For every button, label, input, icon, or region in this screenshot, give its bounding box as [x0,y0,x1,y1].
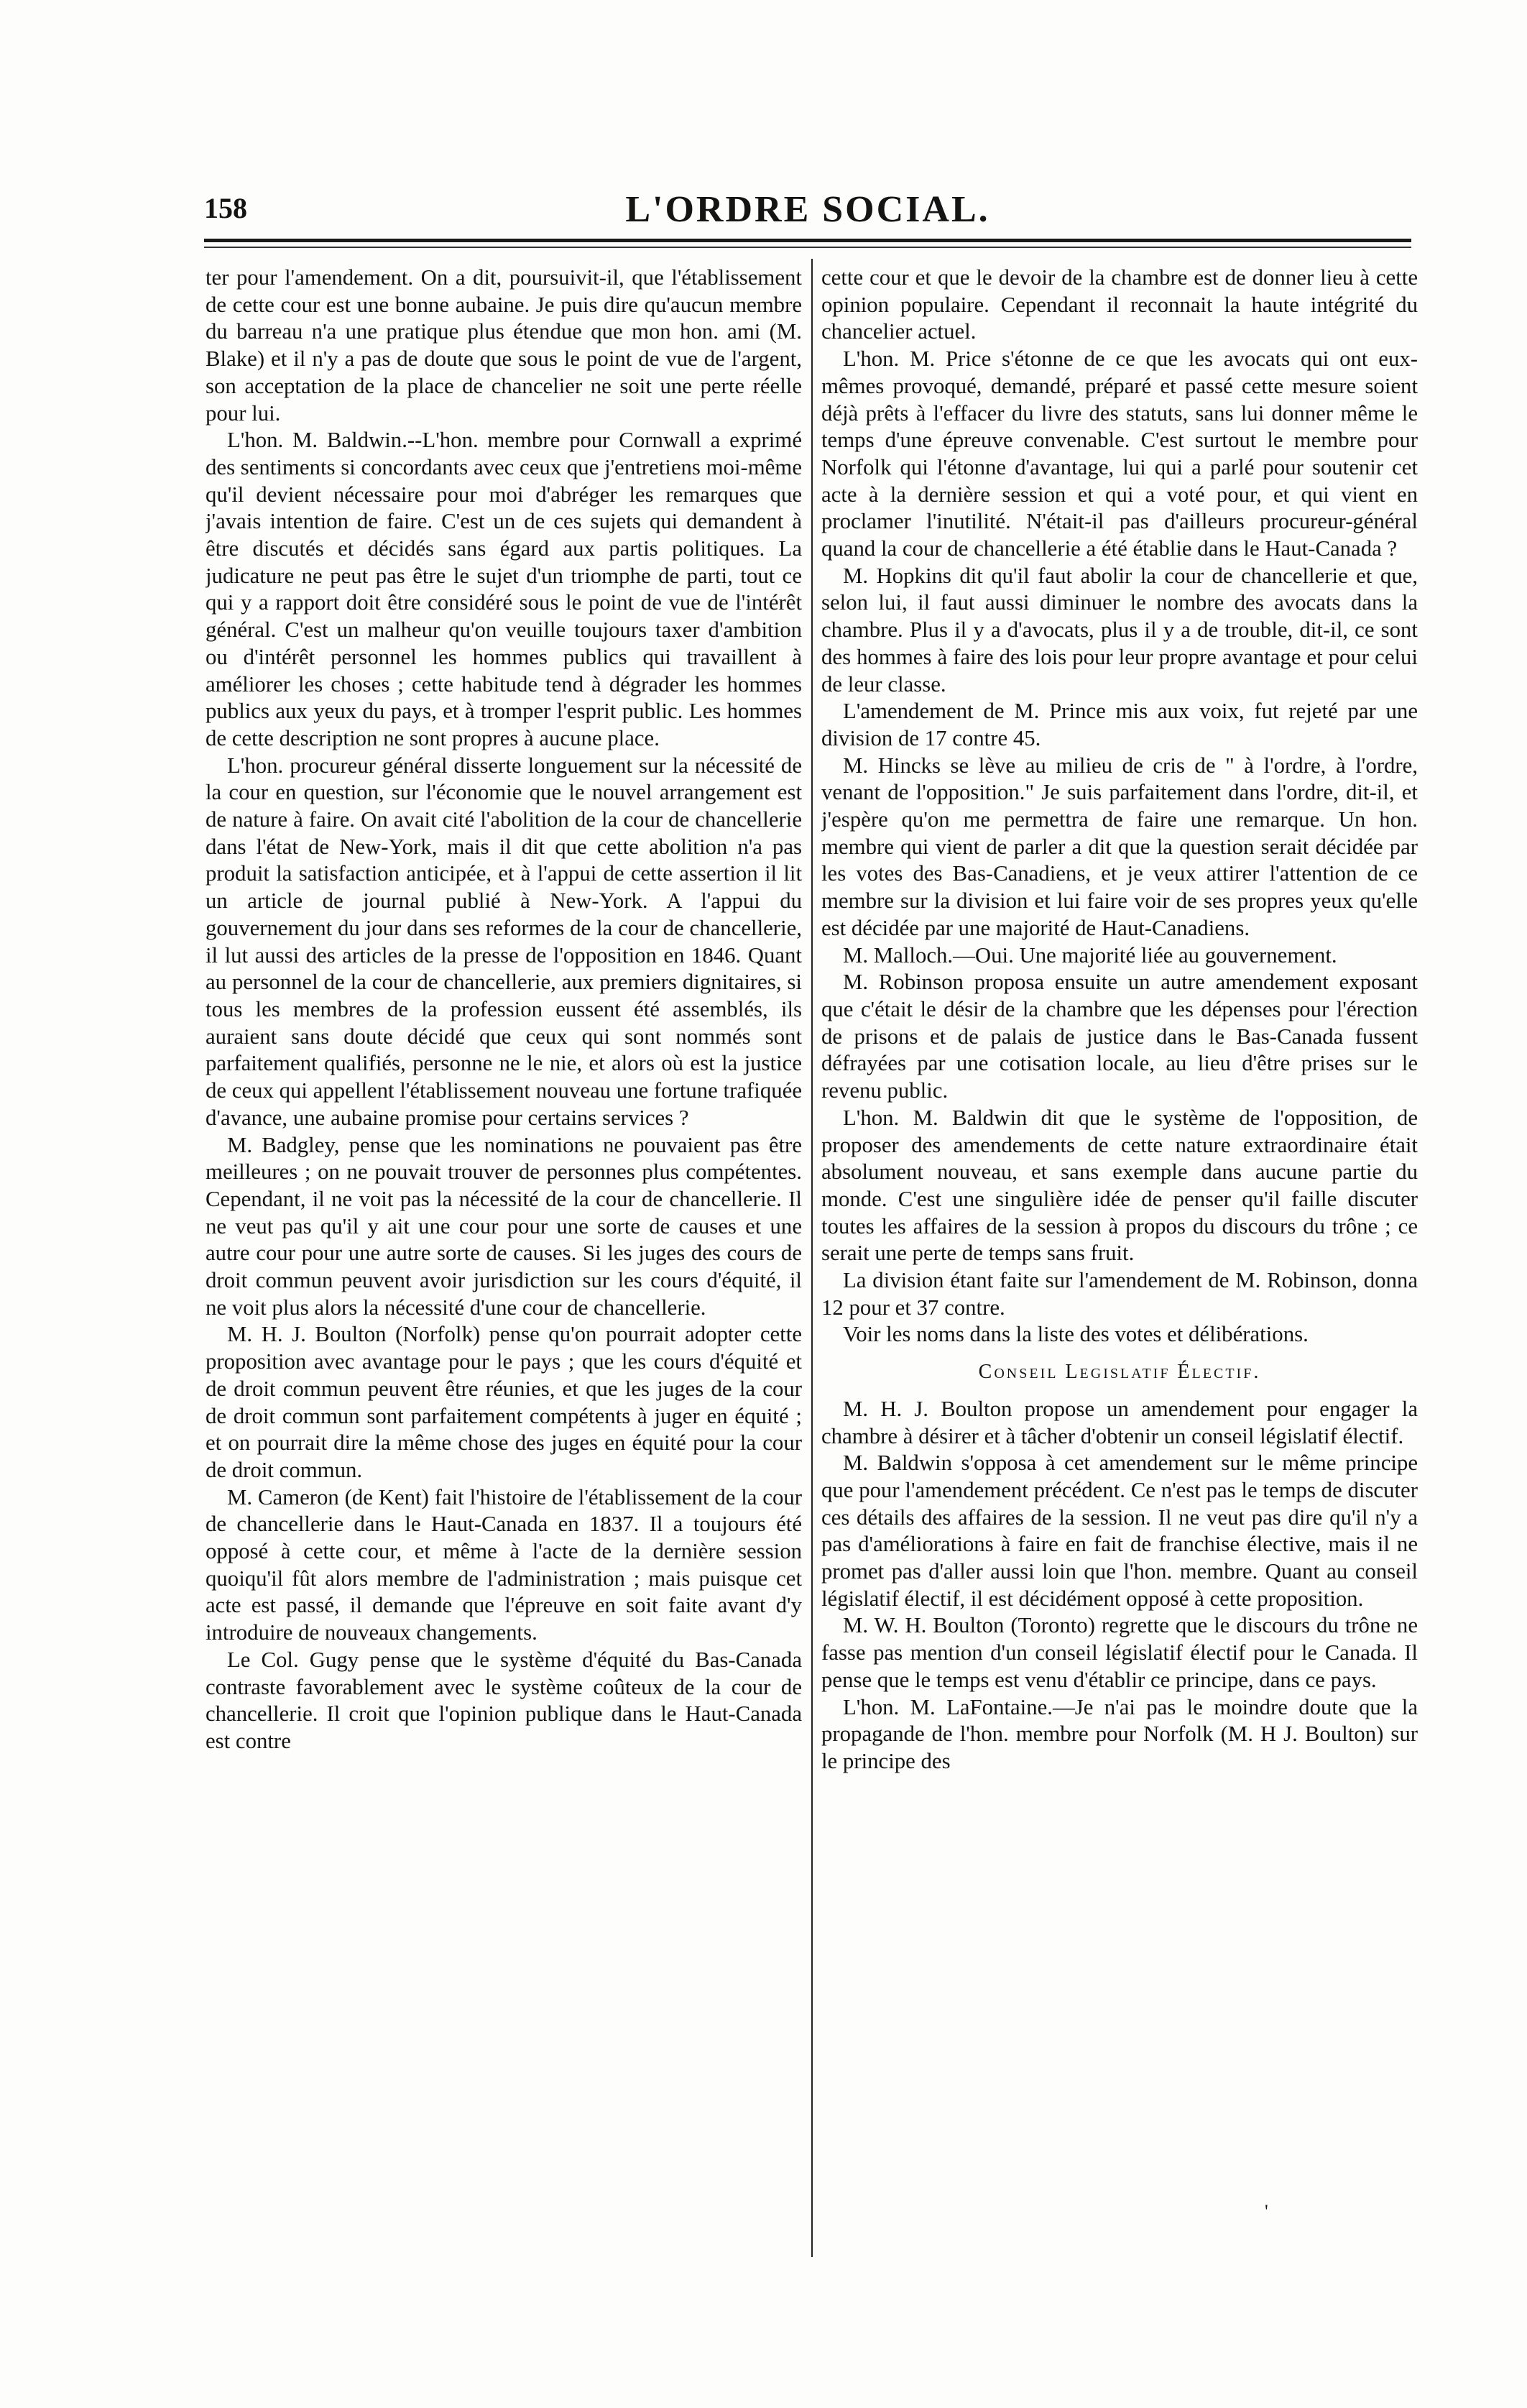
right-paragraph-4: L'amendement de M. Prince mis aux voix, fut rejeté par une division de 17 contre 45. [821,699,1418,750]
right-paragraph-5: M. Hincks se lève au milieu de cris de " à l'ordre, à l'ordre, venant de l'opposition." Je suis parfaitement dans l'ordre, dit-il, et j'espère qu'on me permettra de faire une remarque. Un hon. membre qui vient de parler a dit que la question serait décidée par les votes des Bas-Canadiens, et je veux attirer l'attention de ce membre sur la division et lui faire voir de ses propres yeux qu'elle est décidée par une majorité de Haut-Canadiens. [821,753,1418,940]
right-paragraph-6: M. Malloch.—Oui. Une majorité liée au gouvernement. [843,942,1337,968]
left-paragraph-1: ter pour l'amendement. On a dit, poursuivit-il, que l'établissement de cette cour est une bonne aubaine. Je puis dire qu'aucun membre du barreau n'a une pratique plus étendue que mon hon. ami (M. Blake) et il n'y a pas de doute que sous le point de vue de l'argent, son acceptation de la place de chancelier ne soit une perte réelle pour lui. [206,265,802,426]
right-paragraph-12: M. Baldwin s'opposa à cet amendement sur le même principe que pour l'amendement précédent. Ce n'est pas le temps de discuter ces détails des affaires de la session. Il ne veut pas dire qu'il n'y a pas d'améliorations à faire en fait de franchise élective, mais il ne promet pas d'aller aussi loin que l'hon. membre. Quant au conseil législatif électif, il est décidément opposé à cette proposition. [821,1451,1418,1611]
right-column [821,265,1418,2270]
right-paragraph-9: La division étant faite sur l'amendement de M. Robinson, donna 12 pour et 37 contre. [821,1268,1418,1320]
page-header [204,188,1411,231]
right-paragraph-14: L'hon. M. LaFontaine.—Je n'ai pas le moindre doute que la propagande de l'hon. membre pour Norfolk (M. H J. Boulton) sur le principe des [821,1694,1418,1773]
footer-mark: ' [1265,2201,1268,2222]
left-paragraph-2: L'hon. M. Baldwin.--L'hon. membre pour Cornwall a exprimé des sentiments si concordants avec ceux que j'entretiens moi-même qu'il devient nécessaire pour moi d'abréger les remarques que j'avais intention de faire. C'est un de ces sujets qui demandent à être discutés et décidés sans égard aux partis politiques. La judicature ne peut pas être le sujet d'un triomphe de parti, tout ce qui y a rapport doit être considéré sous le point de vue de l'intérêt général. C'est un malheur qu'on veuille toujours taxer d'ambition ou d'intérêt personnel les hommes publics qui travaillent à améliorer les choses ; cette habitude tend à dégrader les hommes publics aux yeux du pays, et à tromper l'esprit public. Les hommes de cette description ne sont propres à aucune place. [206,428,802,750]
right-paragraph-8: L'hon. M. Baldwin dit que le système de l'opposition, de proposer des amendements de cette nature extraordinaire était absolument nouveau, et sans exemple dans aucune partie du monde. C'est une singulière idée de penser qu'il faille discuter toutes les affaires de la session à propos du discours du trône ; ce serait une perte de temps sans fruit. [821,1105,1418,1266]
left-paragraph-5: M. H. J. Boulton (Norfolk) pense qu'on pourrait adopter cette proposition avec avantage pour le pays ; que les cours d'équité et de droit commun peuvent être réunies, et que les juges de la cour de droit commun sont parfaitement compétents à juger en équité ; et on pourrait dire la même chose des juges en équité pour la cour de droit commun. [206,1322,802,1482]
right-paragraph-13: M. W. H. Boulton (Toronto) regrette que le discours du trône ne fasse pas mention d'un conseil législatif électif pour le Canada. Il pense que le temps est venu d'établir ce principe, dans ce pays. [821,1613,1418,1692]
right-paragraph-3: M. Hopkins dit qu'il faut abolir la cour de chancellerie et que, selon lui, il faut aussi diminuer le nombre des avocats dans la chambre. Plus il y a d'avocats, plus il y a de trouble, dit-il, ce sont des hommes à faire des lois pour leur propre avantage et pour celui de leur classe. [821,563,1418,697]
column-divider [811,259,813,2257]
right-paragraph-7: M. Robinson proposa ensuite un autre amendement exposant que c'était le désir de la chambre que les dépenses pour l'érection de prisons et de palais de justice dans le Bas-Canada fussent défrayées par une cotisation locale, au lieu d'être prises sur le revenu public. [821,970,1418,1103]
journal-title: L'ORDRE SOCIAL. [625,189,990,230]
left-column [206,265,802,2270]
header-rule-thick [204,239,1411,242]
left-paragraph-3: L'hon. procureur général disserte longuement sur la nécessité de la cour en question, sur l'économie que le nouvel arrangement est de nature à faire. On avait cité l'abolition de la cour de chancellerie dans l'état de New-York, mais il dit que cette abolition n'a pas produit la satisfaction anticipée, et à l'appui de cette assertion il lit un article de journal publié à New-York. A l'appui du gouvernement du jour dans ses reformes de la cour de chancellerie, il lut aussi des articles de la presse de l'opposition en 1846. Quant au personnel de la cour de chancellerie, aux premiers dignitaires, si tous les membres de la profession eussent été assemblés, ils auraient sans doute décidé que ceux qui sont nommés sont parfaitement qualifiés, personne ne le nie, et alors où est la justice de ceux qui appellent l'établissement nouveau une fortune trafiquée d'avance, une aubaine promise pour certains services ? [206,753,802,1130]
right-paragraph-2: L'hon. M. Price s'étonne de ce que les avocats qui ont eux-mêmes provoqué, demandé, préparé et passé cette mesure soient déjà prêts à l'effacer du livre des statuts, sans lui donner même le temps d'une épreuve convenable. C'est surtout le membre pour Norfolk qui l'étonne d'avantage, lui qui a parlé pour soutenir cet acte à la dernière session et qui a voté pour, et qui vient en proclamer l'inutilité. N'était-il pas d'ailleurs procureur-général quand la cour de chancellerie a été établie dans le Haut-Canada ? [821,346,1418,561]
header-rule-thin [204,247,1411,248]
right-paragraph-1: cette cour et que le devoir de la chambre est de donner lieu à cette opinion populaire. Cependant il reconnait la haute intégrité du chancelier actuel. [821,265,1418,344]
right-paragraph-10: Voir les noms dans la liste des votes et délibérations. [843,1322,1309,1347]
section-heading: Conseil Legislatif Électif. [978,1361,1261,1384]
left-paragraph-7: Le Col. Gugy pense que le système d'équité du Bas-Canada contraste favorablement avec le système coûteux de la cour de chancellerie. Il croit que l'opinion publique dans le Haut-Canada est contre [206,1647,802,1753]
right-paragraph-11: M. H. J. Boulton propose un amendement pour engager la chambre à désirer et à tâcher d'obtenir un conseil législatif électif. [821,1396,1418,1448]
left-paragraph-6: M. Cameron (de Kent) fait l'histoire de l'établissement de la cour de chancellerie dans le Haut-Canada en 1837. Il a toujours été opposé à cette cour, et même à l'acte de la dernière session quoiqu'il fût alors membre de l'administration ; mais puisque cet acte est passé, il demande que l'épreuve en soit faite avant d'y introduire de nouveaux changements. [206,1484,802,1645]
left-paragraph-4: M. Badgley, pense que les nominations ne pouvaient pas être meilleures ; on ne pouvait trouver de personnes plus compétentes. Cependant, il ne voit pas la nécessité de la cour de chancellerie. Il ne veut pas qu'il y ait une cour pour une sorte de causes et une autre cour pour une autre sorte de causes. Si les juges des cours de droit commun peuvent avoir jurisdiction sur les cours d'équité, il ne voit plus alors la nécessité d'une cour de chancellerie. [206,1132,802,1320]
page-number: 158 [204,192,247,224]
